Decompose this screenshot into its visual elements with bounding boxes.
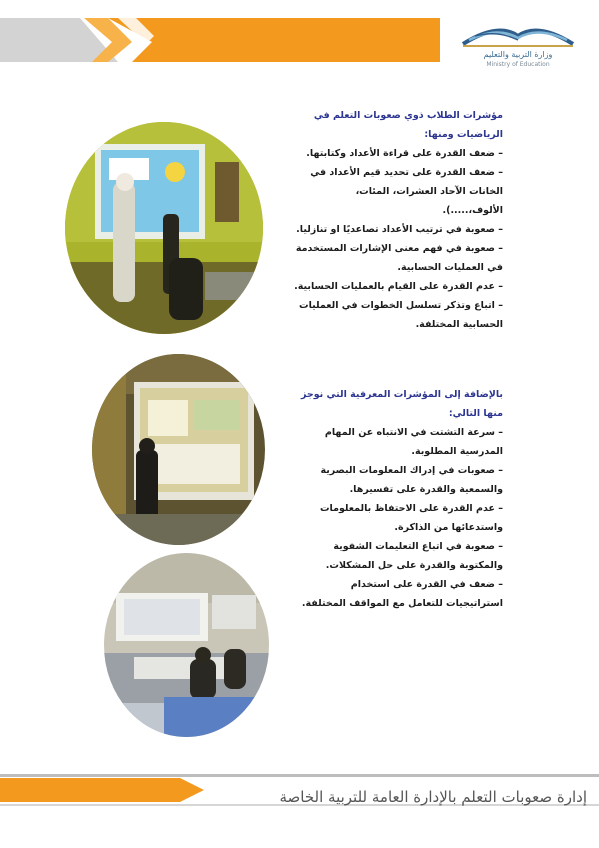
bullet: – (498, 148, 503, 159)
ministry-logo (443, 16, 593, 74)
bullet: – (498, 465, 503, 476)
bullet: – (498, 503, 503, 514)
page-footer (0, 764, 599, 824)
list-item (293, 575, 503, 613)
section-cognitive-indicators (293, 385, 503, 613)
list-item (293, 461, 503, 499)
bullet: – (498, 243, 503, 254)
classroom-photo-student-smartboard (92, 354, 265, 545)
book-logo-icon (443, 16, 593, 50)
list-item (293, 296, 503, 334)
bullet: – (498, 579, 503, 590)
logo-text-arabic: وزارة التربية والتعليم (483, 50, 553, 59)
list-item-text: صعوبات في إدراك المعلومات البصرية والسمعية والقدرة على تفسيرها. (320, 465, 503, 495)
section-math-indicators (293, 106, 503, 334)
classroom-photo-teacher-smartboard (65, 122, 263, 334)
list-item-text: عدم القدرة على القيام بالعمليات الحسابية. (294, 281, 495, 292)
section-heading: بالإضافة إلى المؤشرات المعرفية التي نوجز منها التالي: (300, 389, 503, 419)
list-item (293, 423, 503, 461)
footer-department-title: إدارة صعوبات التعلم بالإدارة العامة للتربية الخاصة (279, 788, 587, 806)
section-heading: مؤشرات الطلاب ذوي صعوبات التعلم في الرياضيات ومنها: (313, 110, 503, 140)
bullet: – (498, 281, 503, 292)
list-item (293, 537, 503, 575)
classroom-photo-computer-lab (104, 553, 269, 737)
list-item-text: صعوبة في اتباع التعليمات الشفوية والمكتوبة والقدرة على حل المشكلات. (325, 541, 503, 571)
list-item (293, 220, 503, 239)
bullet: – (498, 167, 503, 178)
list-item-text: ضعف القدرة على قراءة الأعداد وكتابتها. (306, 148, 495, 159)
bullet: – (498, 224, 503, 235)
list-item (293, 239, 503, 277)
page-header (0, 0, 599, 80)
bullet: – (498, 427, 503, 438)
list-item-text: اتباع وتذكر تسلسل الخطوات في العمليات الحسابية المختلفة. (299, 300, 503, 330)
bullet: – (498, 300, 503, 311)
list-item-text: عدم القدرة على الاحتفاظ بالمعلومات واستدعائها من الذاكرة. (319, 503, 503, 533)
list-item (293, 499, 503, 537)
list-item-text: سرعة التشتت في الانتباه عن المهام المدرسية المطلوبة. (324, 427, 503, 457)
list-item (293, 163, 503, 220)
bullet: – (498, 541, 503, 552)
list-item-text: صعوبة في ترتيب الأعداد تصاعديًا او تنازليا. (296, 224, 495, 235)
list-item-text: ضعف في القدرة على استخدام استراتيجيات للتعامل مع المواقف المختلفة. (301, 579, 503, 609)
list-item (293, 277, 503, 296)
list-item (293, 144, 503, 163)
list-item-text: ضعف القدرة على تحديد قيم الأعداد في الخانات الآحاد العشرات، المئات، الألوف،.....). (310, 167, 503, 216)
list-item-text: صعوبة في فهم معنى الإشارات المستخدمة في العمليات الحسابية. (295, 243, 503, 273)
logo-text-english: Ministry of Education (486, 61, 550, 68)
